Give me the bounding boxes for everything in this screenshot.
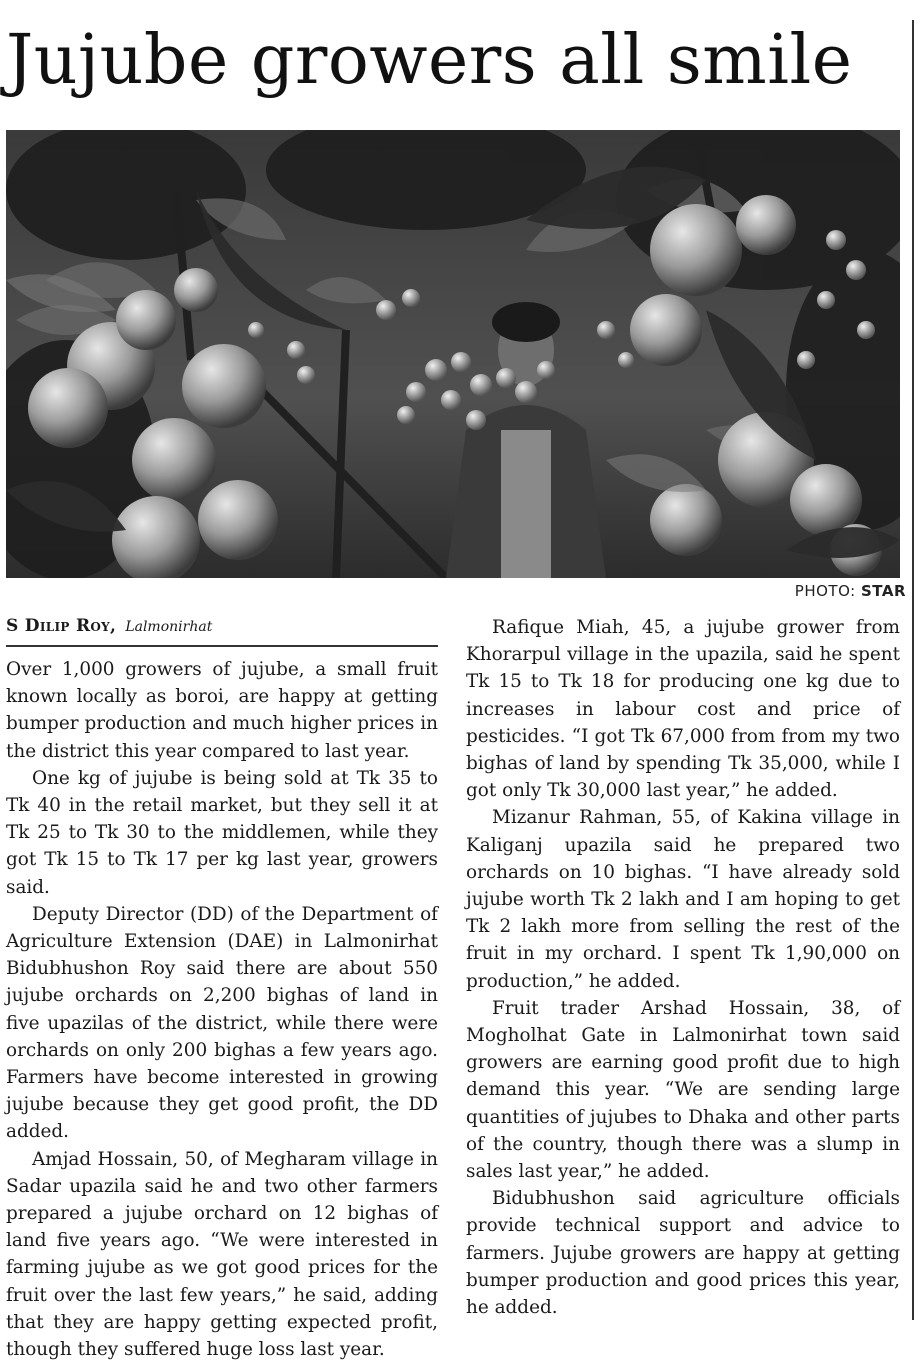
- paragraph: Over 1,000 growers of jujube, a small fruit known locally as boroi, are happy at getting bumper production and much higher prices in the district this year compared to last year.: [6, 659, 438, 762]
- headline: Jujube growers all smile: [6, 21, 853, 100]
- paragraph: Fruit trader Arshad Hossain, 38, of Mogholhat Gate in Lalmonirhat town said growers are earning good profit due to high demand this year. “We are sending large quantities of jujubes to Dhaka and other parts of the country, though there was a slump in sales last year,” he added.: [466, 997, 900, 1183]
- column-rule: [912, 20, 914, 1320]
- paragraph: Rafique Miah, 45, a jujube grower from Khorarpul village in the upazila, said he spent Tk 15 to Tk 18 for producing one kg due to increases in labour cost and price of pesticides. “I got Tk 67,000 from from my two bighas of land by spending Tk 35,000, while I got only Tk 30,000 last year,” he added.: [466, 617, 900, 802]
- byline-location: Lalmonirhat: [125, 619, 213, 635]
- photo-credit-source: STAR: [860, 582, 906, 600]
- paragraph: Amjad Hossain, 50, of Megharam village in Sadar upazila said he and two other farmers prepared a jujube orchard on 12 bighas of land five years ago. “We were interested in farming jujube as we got good prices for the fruit over the last few years,” he said, adding that they are happy getting expected profit, though they suffered huge loss last year.: [6, 1148, 438, 1361]
- article-column-right: [466, 614, 900, 1321]
- photo-credit: [795, 582, 906, 600]
- article-column-left: [6, 656, 438, 1363]
- photo-credit-label: PHOTO:: [794, 582, 861, 600]
- paragraph: Bidubhushon said agriculture officials provide technical support and advice to farmers. Jujube growers are happy at getting bumper production and good prices this year, he added.: [466, 1188, 900, 1319]
- byline: [6, 612, 438, 647]
- jujube-orchard-photo: [6, 130, 900, 578]
- paragraph: One kg of jujube is being sold at Tk 35 to Tk 40 in the retail market, but they sell it at Tk 25 to Tk 30 to the middlemen, while they got Tk 15 to Tk 17 per kg last year, growers said.: [6, 767, 438, 898]
- byline-author: S Dilip Roy,: [6, 616, 117, 636]
- paragraph: Mizanur Rahman, 55, of Kakina village in Kaliganj upazila said he prepared two orchards on 10 bighas. “I have already sold jujube worth Tk 2 lakh and I am hoping to get Tk 2 lakh more from selling the rest of the fruit in my orchard. I spent Tk 1,90,000 on production,” he added.: [466, 807, 900, 992]
- article-photo: [6, 130, 900, 578]
- paragraph: Deputy Director (DD) of the Department of Agriculture Extension (DAE) in Lalmonirhat Bidubhushon Roy said there are about 550 jujube orchards on 2,200 bighas of land in five upazilas of the district, while there were orchards on only 200 bighas a few years ago. Farmers have become interested in growing jujube because they get good profit, the DD added.: [6, 903, 438, 1143]
